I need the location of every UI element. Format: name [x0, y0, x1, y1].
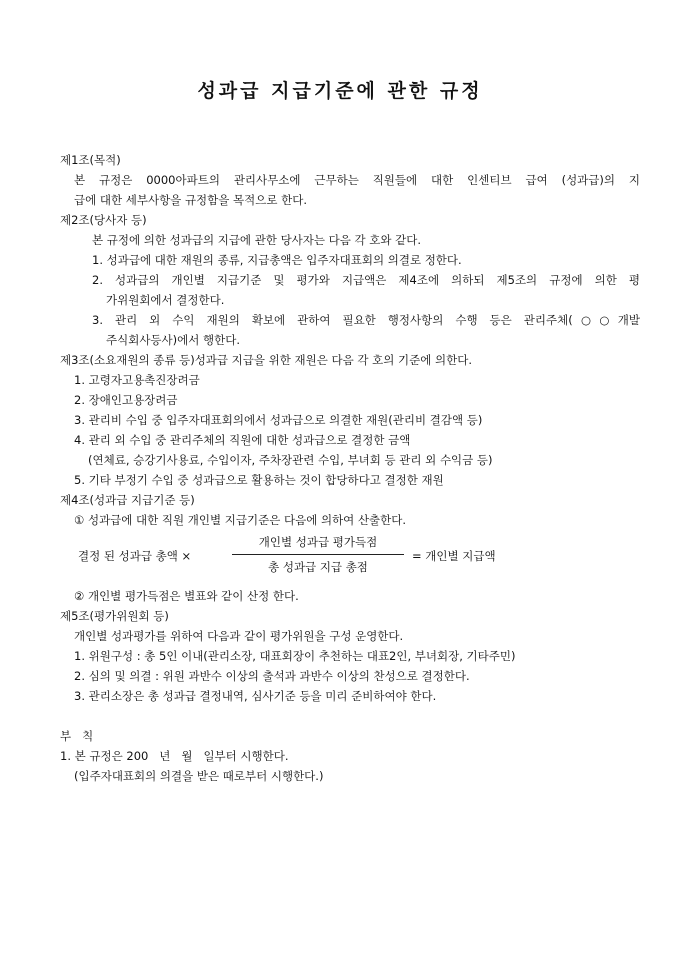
article-5-item-2: 2. 심의 및 의결 : 위원 과반수 이상의 출석과 과반수 이상의 찬성으로 결정한다.: [74, 669, 470, 683]
formula-fraction: [232, 532, 404, 577]
article-5-heading: 제5조(평가위원회 등): [60, 609, 169, 623]
addendum-item-1-note: (입주자대표회의 의결을 받은 때로부터 시행한다.): [74, 769, 324, 783]
article-3-item-5: 5. 기타 부정기 수입 중 성과급으로 활용하는 것이 합당하다고 결정한 재원: [74, 473, 444, 487]
article-2-intro: 본 규정에 의한 성과급의 지급에 관한 당사자는 다음 각 호와 같다.: [92, 233, 422, 247]
article-2-item-2-cont: 가위원회에서 결정한다.: [106, 293, 225, 307]
section-gap: [60, 706, 640, 726]
article-3-item-4: 4. 관리 외 수입 중 관리주체의 직원에 대한 성과급으로 결정한 금액: [74, 433, 411, 447]
article-3-heading: 제3조(소요재원의 종류 등)성과급 지급을 위한 재원은 다음 각 호의 기준에 의한다.: [60, 353, 472, 367]
article-4-heading: 제4조(성과급 지급기준 등): [60, 493, 195, 507]
article-5-item-3: 3. 관리소장은 총 성과급 결정내역, 심사기준 등을 미리 준비하여야 한다.: [74, 689, 437, 703]
article-3-item-1: 1. 고령자고용촉진장려금: [74, 373, 200, 387]
article-2-item-3-cont: 주식회사등사)에서 행한다.: [106, 333, 240, 347]
formula-numerator: 개인별 성과급 평가득점: [258, 535, 378, 549]
article-5-intro: 개인별 성과평가를 위하여 다음과 같이 평가위원을 구성 운영한다.: [74, 629, 404, 643]
article-3-item-4-cont: (연체료, 승강기사용료, 수입이자, 주차장관련 수입, 부녀회 등 관리 외 수익금 등): [88, 453, 493, 467]
article-1-heading: 제1조(목적): [60, 153, 121, 167]
article-4-item-1: ① 성과급에 대한 직원 개인별 지급기준은 다음에 의하여 산출한다.: [74, 513, 407, 527]
article-2-item-1: 1. 성과급에 대한 재원의 종류, 지급총액은 입주자대표회의 의결로 정한다.: [92, 253, 462, 267]
formula-denominator: 총 성과급 지급 총점: [268, 560, 368, 574]
article-1-body-line-2: 급에 대한 세부사항을 규정함을 목적으로 한다.: [74, 193, 308, 207]
fraction-bar: [232, 554, 404, 555]
addendum-heading: 부 칙: [60, 729, 94, 743]
article-2-item-2: 2. 성과급의 개인별 지급기준 및 평가와 지급액은 제4조에 의하되 제5조의 규정에 의한 평: [92, 273, 640, 287]
addendum-item-1: 1. 본 규정은 200 년 월 일부터 시행한다.: [60, 749, 289, 763]
payout-formula: [60, 532, 640, 580]
article-2-heading: 제2조(당사자 등): [60, 213, 147, 227]
article-3-item-3: 3. 관리비 수입 중 입주자대표회의에서 성과급으로 의결한 재원(관리비 결감액 등): [74, 413, 483, 427]
article-3-item-2: 2. 장애인고용장려금: [74, 393, 178, 407]
document-body: [60, 150, 640, 786]
page-title: 성과급 지급기준에 관한 규정: [197, 80, 483, 102]
article-1-body-line-1: 본 규정은 0000아파트의 관리사무소에 근무하는 직원들에 대한 인센티브 급여 (성과급)의 지: [74, 173, 640, 187]
formula-lhs: 결정 된 성과급 총액 ×: [78, 549, 192, 563]
formula-rhs: = 개인별 지급액: [412, 549, 496, 563]
article-5-item-1: 1. 위원구성 : 총 5인 이내(관리소장, 대표회장이 추천하는 대표2인, 부녀회장, 기타주민): [74, 649, 516, 663]
article-4-item-2: ② 개인별 평가득점은 별표와 같이 산정 한다.: [74, 589, 299, 603]
article-2-item-3: 3. 관리 외 수익 재원의 확보에 관하여 필요한 행정사항의 수행 등은 관리주체(○○개발: [92, 313, 640, 327]
